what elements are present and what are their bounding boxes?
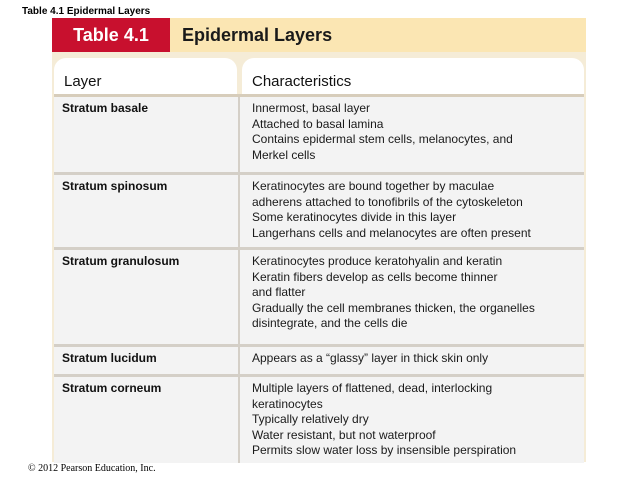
characteristic-line: Multiple layers of flattened, dead, interlocking (252, 381, 493, 395)
table-title: Epidermal Layers (182, 24, 333, 45)
characteristic-line: disintegrate, and the cells die (252, 316, 408, 331)
layer-characteristics (252, 254, 578, 332)
layer-name: Stratum corneum (62, 381, 162, 395)
characteristic-line: Contains epidermal stem cells, melanocytes, and (252, 132, 513, 147)
layer-characteristics (252, 351, 578, 367)
column-divider (238, 250, 240, 344)
characteristic-line: Permits slow water loss by insensible perspiration (252, 443, 517, 458)
characteristic-line: Attached to basal lamina (252, 116, 384, 131)
column-header-characteristics: Characteristics (242, 58, 584, 94)
layer-name: Stratum lucidum (62, 351, 157, 365)
column-divider (238, 175, 240, 247)
characteristic-line: Keratin fibers develop as cells become thinner (252, 269, 498, 284)
column-divider (238, 347, 240, 374)
table-body (54, 94, 584, 463)
characteristic-line: Innermost, basal layer (252, 101, 371, 115)
slide-caption: Table 4.1 Epidermal Layers (22, 6, 151, 17)
characteristic-line: adherens attached to tonofibrils of the cytoskeleton (252, 194, 523, 209)
column-divider (238, 97, 240, 172)
layer-characteristics (252, 179, 578, 241)
layer-name: Stratum basale (62, 101, 149, 115)
layer-characteristics (252, 101, 578, 163)
table-banner (52, 18, 586, 52)
table-number-tag: Table 4.1 (52, 18, 170, 52)
column-header-layer: Layer (54, 58, 237, 94)
table-row (54, 175, 584, 250)
table-row (54, 97, 584, 175)
table-row (54, 377, 584, 463)
characteristic-line: Typically relatively dry (252, 412, 369, 427)
layer-name: Stratum spinosum (62, 179, 168, 193)
characteristic-line: Keratinocytes are bound together by maculae (252, 179, 495, 193)
characteristic-line: Merkel cells (252, 147, 316, 162)
layer-name: Stratum granulosum (62, 254, 180, 268)
characteristic-line: keratinocytes (252, 396, 323, 411)
table-row (54, 347, 584, 377)
characteristic-line: Keratinocytes produce keratohyalin and keratin (252, 254, 503, 268)
table-row (54, 250, 584, 347)
characteristic-line: Some keratinocytes divide in this layer (252, 210, 457, 225)
characteristic-line: Gradually the cell membranes thicken, the organelles (252, 300, 535, 315)
copyright-notice: © 2012 Pearson Education, Inc. (28, 463, 156, 474)
epidermal-layers-table (52, 18, 586, 462)
column-divider (238, 377, 240, 463)
layer-characteristics (252, 381, 578, 459)
characteristic-line: Water resistant, but not waterproof (252, 427, 436, 442)
characteristic-line: Appears as a “glassy” layer in thick skin only (252, 351, 489, 365)
characteristic-line: and flatter (252, 285, 306, 300)
characteristic-line: Langerhans cells and melanocytes are often present (252, 225, 531, 240)
